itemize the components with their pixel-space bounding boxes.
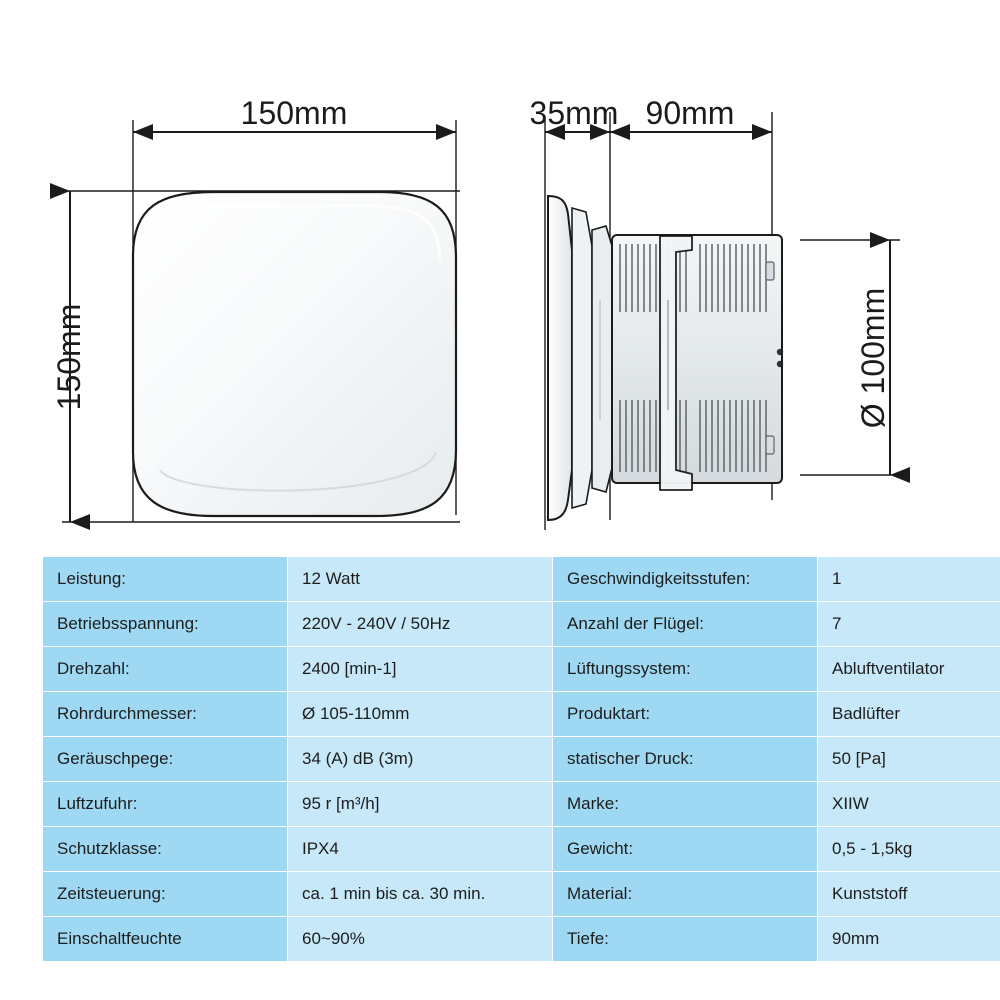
housing-detail-bottom (766, 436, 774, 454)
table-row (43, 602, 1000, 647)
spec-label: Zeitsteuerung: (43, 872, 288, 917)
spec-value: Abluftventilator (818, 647, 1000, 692)
spec-value: 90mm (818, 917, 1000, 962)
side-front-cover (548, 196, 572, 520)
spec-value: IPX4 (288, 827, 553, 872)
duct-diameter-label: Ø 100mm (855, 287, 891, 429)
mounting-collar (592, 226, 612, 492)
spec-label: Lüftungssystem: (553, 647, 818, 692)
front-view-group (62, 120, 460, 522)
spec-label: Marke: (553, 782, 818, 827)
spec-value: 12 Watt (288, 557, 553, 602)
table-row (43, 692, 1000, 737)
table-row (43, 827, 1000, 872)
table-row (43, 557, 1000, 602)
spec-value: Badlüfter (818, 692, 1000, 737)
spec-label: Einschaltfeuchte (43, 917, 288, 962)
spec-label: Schutzklasse: (43, 827, 288, 872)
front-height-label: 150mm (51, 303, 87, 411)
table-row (43, 872, 1000, 917)
table-row (43, 737, 1000, 782)
spec-value: 220V - 240V / 50Hz (288, 602, 553, 647)
side-view-group (545, 112, 900, 530)
spec-value: XIIW (818, 782, 1000, 827)
spec-label: Tiefe: (553, 917, 818, 962)
table-row (43, 917, 1000, 962)
front-width-label: 150mm (240, 95, 348, 131)
spec-value: 0,5 - 1,5kg (818, 827, 1000, 872)
spec-value: Kunststoff (818, 872, 1000, 917)
spec-label: Anzahl der Flügel: (553, 602, 818, 647)
spec-label: Betriebsspannung: (43, 602, 288, 647)
spec-label: Produktart: (553, 692, 818, 737)
spec-value: 95 r [m³/h] (288, 782, 553, 827)
spec-value: Ø 105-110mm (288, 692, 553, 737)
table-row (43, 647, 1000, 692)
spec-value: ca. 1 min bis ca. 30 min. (288, 872, 553, 917)
fan-front-panel (133, 192, 456, 516)
spec-label: Luftzufuhr: (43, 782, 288, 827)
specification-table (42, 556, 1000, 962)
table-row (43, 782, 1000, 827)
spec-value: 50 [Pa] (818, 737, 1000, 782)
spec-label: Leistung: (43, 557, 288, 602)
spec-value: 60~90% (288, 917, 553, 962)
spec-label: Geräuschpege: (43, 737, 288, 782)
body-depth-label: 90mm (645, 95, 735, 131)
housing-detail-top (766, 262, 774, 280)
side-cover-rim (572, 208, 592, 508)
spec-label: Material: (553, 872, 818, 917)
spec-label: Drehzahl: (43, 647, 288, 692)
cover-depth-label: 35mm (529, 95, 619, 131)
spec-value: 2400 [min-1] (288, 647, 553, 692)
spec-label: Rohrdurchmesser: (43, 692, 288, 737)
spec-label: Geschwindigkeitsstufen: (553, 557, 818, 602)
spec-value: 7 (818, 602, 1000, 647)
spec-value: 1 (818, 557, 1000, 602)
spec-label: statischer Druck: (553, 737, 818, 782)
spec-label: Gewicht: (553, 827, 818, 872)
spec-value: 34 (A) dB (3m) (288, 737, 553, 782)
